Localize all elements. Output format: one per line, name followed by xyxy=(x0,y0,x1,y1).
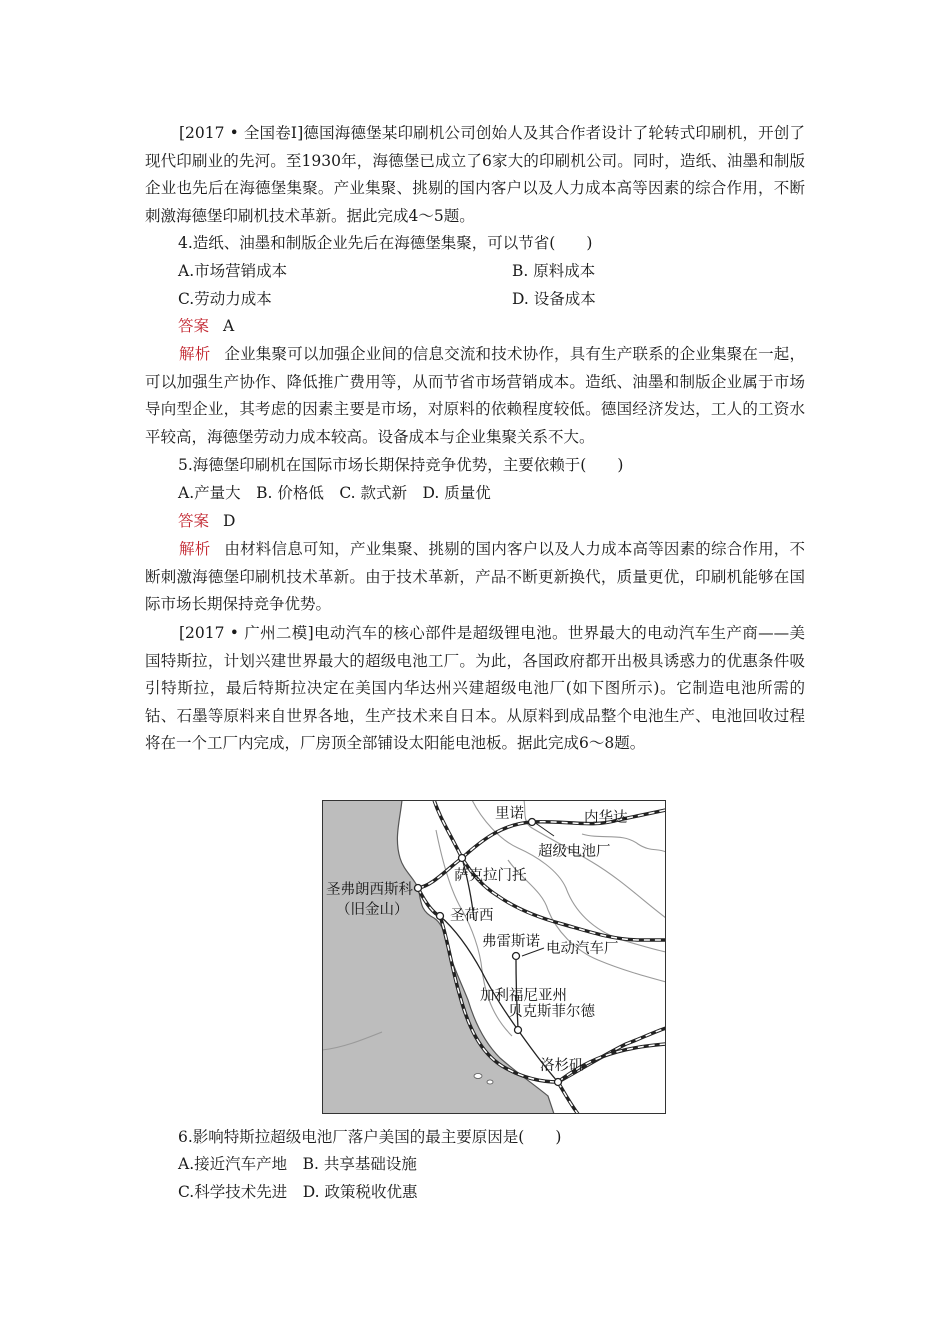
analysis-label: 解析 xyxy=(179,345,211,363)
map-figure xyxy=(322,800,666,1114)
analysis-label: 解析 xyxy=(179,540,211,558)
question-5-analysis xyxy=(145,536,805,619)
city-marker-san-francisco xyxy=(415,885,422,892)
analysis-text: 由材料信息可知，产业集聚、挑剔的国内客户以及人力成本高等因素的综合作用，不断刺激海德堡印刷机技术革新。由于技术革新，产品不断更新换代，质量更优，印刷机能够在国际市场长期保持竞争优势。 xyxy=(145,540,805,613)
question-5-options: A.产量大 B. 价格低 C. 款式新 D. 质量优 xyxy=(178,484,491,502)
question-4-stem: 4.造纸、油墨和制版企业先后在海德堡集聚，可以节省( ) xyxy=(178,234,593,252)
answer-label: 答案 xyxy=(178,317,210,335)
question-4-option-a: A.市场营销成本 xyxy=(178,262,288,280)
question-5-answer xyxy=(178,508,235,536)
label-san-francisco: 圣弗朗西斯科 xyxy=(326,882,413,898)
city-marker-san-jose xyxy=(437,913,444,920)
label-reno: 里诺 xyxy=(495,806,524,822)
label-old-gold-mountain: （旧金山） xyxy=(336,902,409,918)
question-4-answer xyxy=(178,313,234,341)
city-marker-sacramento xyxy=(459,855,466,862)
label-california: 加利福尼亚州 xyxy=(480,988,567,1004)
city-marker-reno xyxy=(529,819,536,826)
question-4-option-d: D. 设备成本 xyxy=(512,290,596,308)
island xyxy=(487,1080,493,1084)
question-6-options-row-1: A.接近汽车产地 B. 共享基础设施 xyxy=(178,1155,417,1173)
california-nevada-map xyxy=(322,800,666,1114)
label-nevada: 内华达 xyxy=(584,810,628,826)
question-4-option-b: B. 原料成本 xyxy=(512,262,596,280)
question-6-options-row-2: C.科学技术先进 D. 政策税收优惠 xyxy=(178,1183,418,1201)
answer-label: 答案 xyxy=(178,512,210,530)
passage-heidelberg: [2017 • 全国卷Ⅰ]德国海德堡某印刷机公司创始人及其合作者设计了轮转式印刷机，开创了现代印刷业的先河。至1930年，海德堡已成立了6家大的印刷机公司。同时，造纸、油墨和制版企业也先后在海德堡集聚。产业集聚、挑剔的国内客户以及人力成本高等因素的综合作用，不断刺激海德堡印刷机技术革新。据此完成4～5题。 xyxy=(145,124,805,225)
city-marker-bakersfield xyxy=(515,1027,522,1034)
answer-value: D xyxy=(223,512,236,530)
label-fresno: 弗雷斯诺 xyxy=(482,934,540,950)
passage-tesla: [2017 • 广州二模]电动汽车的核心部件是超级锂电池。世界最大的电动汽车生产商——美国特斯拉，计划兴建世界最大的超级电池工厂。为此，各国政府都开出极具诱惑力的优惠条件吸引特斯拉，最后特斯拉决定在美国内华达州兴建超级电池厂(如下图所示)。它制造电池所需的钴、石墨等原料来自世界各地，生产技术来自日本。从原料到成品整个电池生产、电池回收过程将在一个工厂内完成，厂房顶全部铺设太阳能电池板。据此完成6～8题。 xyxy=(145,624,805,752)
question-5-stem: 5.海德堡印刷机在国际市场长期保持竞争优势，主要依赖于( ) xyxy=(178,456,624,474)
island xyxy=(474,1074,482,1079)
question-4-analysis xyxy=(145,341,805,451)
label-ev-plant: 电动汽车厂 xyxy=(546,941,619,957)
city-marker-fresno xyxy=(513,953,520,960)
label-battery-plant: 超级电池厂 xyxy=(538,844,611,860)
label-sacramento: 萨克拉门托 xyxy=(454,868,527,884)
analysis-text: 企业集聚可以加强企业间的信息交流和技术协作，具有生产联系的企业集聚在一起，可以加强生产协作、降低推广费用等，从而节省市场营销成本。造纸、油墨和制版企业属于市场导向型企业，其考虑的因素主要是市场，对原料的依赖程度较低。德国经济发达，工人的工资水平较高，海德堡劳动力成本较高。设备成本与企业集聚关系不大。 xyxy=(145,345,805,446)
label-san-jose: 圣荷西 xyxy=(450,908,494,924)
city-marker-los-angeles xyxy=(555,1079,562,1086)
question-6-stem: 6.影响特斯拉超级电池厂落户美国的最主要原因是( ) xyxy=(178,1128,562,1146)
question-4-option-c: C.劳动力成本 xyxy=(178,290,272,308)
answer-value: A xyxy=(223,317,235,335)
label-bakersfield: 贝克斯菲尔德 xyxy=(508,1004,595,1020)
label-los-angeles: 洛杉矶 xyxy=(540,1058,584,1074)
